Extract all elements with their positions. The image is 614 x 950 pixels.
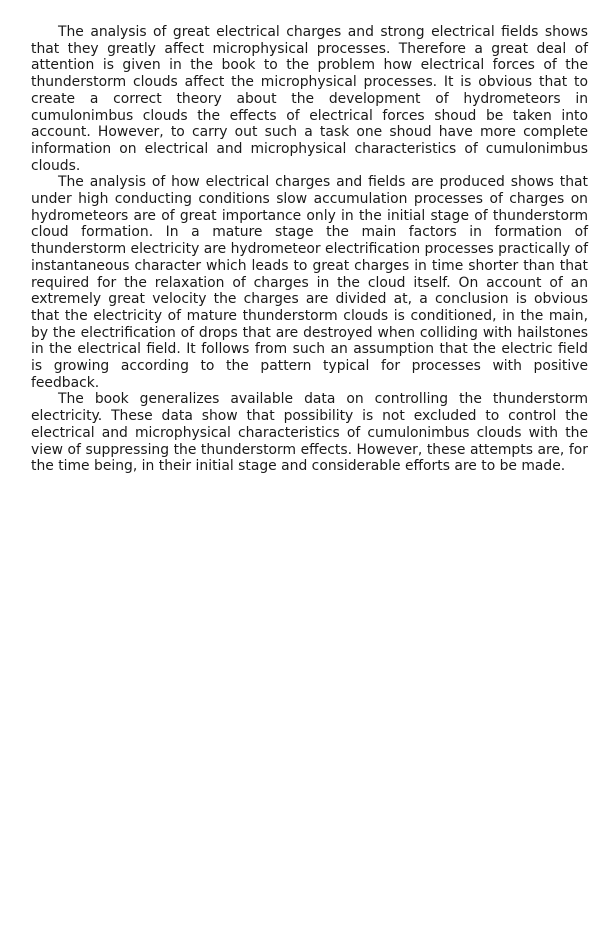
- paragraph-1: The analysis of great electrical charges and strong electrical fields shows that they greatly affect microphysical processes. Therefore a great deal of attention is given in the book to the problem how electrical forces of the thunderstorm clouds affect the microphysical processes. It is obvious that to create a correct theory about the development of hydrometeors in cumulonimbus clouds the effects of electrical forces shoud be taken into account. However, to carry out such a task one shoud have more complete information on electrical and microphysical characteristics of cumulonimbus clouds.: [31, 24, 588, 174]
- paragraph-2: The analysis of how electrical charges and fields are produced shows that under high conducting conditions slow accumulation processes of charges on hydrometeors are of great importance only in the initial stage of thunderstorm cloud formation. In a mature stage the main factors in formation of thunderstorm electricity are hydrometeor electrification processes practically of instantaneous character which leads to great charges in time shorter than that required for the relaxation of charges in the cloud itself. On account of an extremely great velocity the charges are divided at, a conclusion is obvious that the electricity of mature thunderstorm clouds is conditioned, in the main, by the electrification of drops that are destroyed when colliding with hailstones in the electrical field. It follows from such an assumption that the electric field is growing according to the pattern typical for processes with positive feedback.: [31, 174, 589, 391]
- body-text: [31, 24, 588, 475]
- paragraph-3: The book generalizes available data on controlling the thunderstorm electricity. These data show that possibility is not excluded to control the electrical and microphysical characteristics of cumulonimbus clouds with the view of suppressing the thunderstorm effects. However, these attempts are, for the time being, in their initial stage and considerable efforts are to be made.: [31, 391, 588, 475]
